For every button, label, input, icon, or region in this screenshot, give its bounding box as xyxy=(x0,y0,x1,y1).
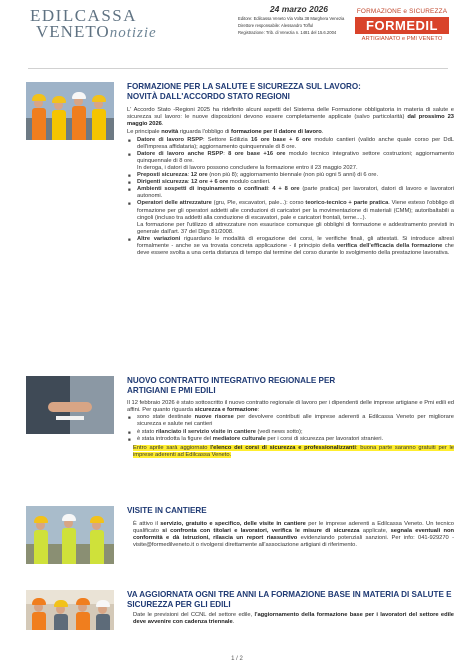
registration-line: Registrazione: Trib. di Venezia n. 1481 del 15.6.2004 xyxy=(238,30,337,35)
article-formazione-sicurezza xyxy=(26,82,456,364)
article-body xyxy=(127,506,454,549)
list-item: ■ Dirigenti sicurezza: 12 ore + 6 ore modulo cantieri. xyxy=(127,179,454,186)
header-divider xyxy=(28,68,448,69)
list-item: ■ Ambienti sospetti di inquinamento o confinati: 4 + 8 ore (parte pratica) per lavoratori, datori di lavoro e lavoratori autonomi. xyxy=(127,186,454,200)
partner-logo-text: FORMEDIL xyxy=(355,17,449,34)
update-paragraph: Date le previsioni del CCNL del settore edile, l'aggiornamento della formazione base per i lavoratori del settore edile deve avvenire con cadenza triennale. xyxy=(133,612,454,626)
training-requirements-list xyxy=(127,137,454,258)
list-item: ■ Altre variazioni riguardano le modalità di erogazione dei corsi, le verifiche finali, gli attestati. Si introduce altresì formalmente - anche se va trovata concreta applicazione - il principio della verifica dell'efficacia della formazione che deve essere svolta a una certa distanza di tempo dal termine del corso durante lo svolgimento della prestazione lavorativa. xyxy=(127,236,454,257)
newsletter-header xyxy=(0,0,474,72)
courses-highlight: Entro aprile sarà aggiornato l'elenco dei corsi di sicurezza e professionalizzanti: buona parte saranno gratuiti per le imprese aderenti ad Edilcassa Veneto. xyxy=(133,444,454,458)
article-body xyxy=(127,590,454,626)
brand-notizie: notizie xyxy=(109,25,157,41)
list-item: ■ Preposti sicurezza: 12 ore (non più 8); aggiornamento biennale (non più ogni 5 anni) di 6 ore. xyxy=(127,172,454,179)
training-class-photo xyxy=(26,590,114,630)
list-item: ■ Datore di lavoro RSPP: Settore Edilizia 16 ore base + 6 ore modulo cantieri (valido anche quale corso per DdL dell'impresa affidataria); aggiornamento quinquennale di 8 ore. xyxy=(127,137,454,151)
workers-photo xyxy=(26,82,114,140)
site-visit-paragraph: È attivo il servizio, gratuito e specifico, delle visite in cantiere per le imprese aderenti a Edilcassa Veneto. Un tecnico qualificato si confronta con titolari e lavoratori, verifica le misure di sicurezza applicate, segnala eventuali non conformità e dà istruzioni, rilascia un report riassuntivo evidenziando potenziali sanzioni. Per info: 041-929270 - visite@formedilveneto.it o rivolgersi direttamente all'associazione artigiani di riferimento. xyxy=(133,520,454,548)
brand-name-line2 xyxy=(30,24,157,41)
main-novelty: Le principale novità riguarda l'obbligo di formazione per il datore di lavoro. xyxy=(127,129,324,136)
list-item: ■ Operatori delle attrezzature (gru, Ple, escavatori, pale...): corso teorico-tecnico + parte pratica. Viene esteso l'obbligo di formazione per gli operatori addetti alle conduzioni di caricatori per la movimentazione di materiali (CMM); autoribaltabili a cingoli (incluso tra addetti alla conduzione di escavatori, pale e caricatori frontali, terne....). La formazione per l'utilizzo di attrezzature non esaurisce comunque gli obblighi di formazione e addestramento previsti in generale dall'art. 37 del Dlgs 81/2008. xyxy=(127,200,454,235)
partner-subtitle: ARTIGIANATO e PMI VENETO xyxy=(361,36,443,42)
list-item: ■ Datore di lavoro anche RSPP: 8 ore base +16 ore modulo tecnico integrativo settore costruzioni; aggiornamento quinquennale di 8 ore. In deroga, i datori di lavoro possono concludere la formazione entro il 23 maggio 2027. xyxy=(127,151,454,172)
masthead-meta xyxy=(238,6,344,36)
list-item: ■ sono state destinate nuove risorse per devolvere contributi alle imprese aderenti a Edilcassa Veneto per migliorare sicurezza e salute nei cantieri xyxy=(127,414,454,428)
partner-tagline: FORMAZIONE e SICUREZZA xyxy=(356,8,448,15)
director-line: Direttore responsabile: Alessandro Tofful xyxy=(238,23,314,28)
brand-name-line1: EDILCASSA xyxy=(30,6,138,25)
list-item: ■ è stato rilanciato il servizio visite in cantiere (vedi news sotto); xyxy=(127,429,454,436)
contract-measures-list xyxy=(127,414,454,442)
handshake-photo xyxy=(26,376,114,434)
intro-paragraph: L' Accordo Stato -Regioni 2025 ha ridefinito alcuni aspetti del Sistema delle Formazione obbligatoria in materia di salute e sicurezza sul lavoro: le nuove disposizioni devono essere completamente applicate (salvo particolarità) dal prossimo 23 maggio 2026. xyxy=(127,107,455,128)
page-number: 1 / 2 xyxy=(231,656,243,662)
issue-date: 24 marzo 2026 xyxy=(269,4,328,14)
editor-line: Editore: Edilcassa Veneto Via Volta 38 Marghera Venezia xyxy=(238,16,345,21)
article-contratto-integrativo xyxy=(26,376,456,496)
intro-paragraph: Il 12 febbraio 2026 è stato sottoscritto il nuovo contratto regionale di lavoro per i dipendenti delle imprese artigiane e Pmi edili ed affini. Per quanto riguarda sicurezza e formazione: xyxy=(127,400,454,414)
article-title: NUOVO CONTRATTO INTEGRATIVO REGIONALE PER ARTIGIANI E PMI EDILI xyxy=(127,376,336,395)
list-item: ■ è stata introdotta la figure del mediatore culturale per i corsi di sicurezza per lavoratori stranieri. xyxy=(127,436,454,443)
article-body xyxy=(127,82,454,257)
article-title: FORMAZIONE PER LA SALUTE E SICUREZZA SUL LAVORO: NOVITÀ DALL'ACCORDO STATO REGIONI xyxy=(127,82,361,101)
article-title: VA AGGIORNATA OGNI TRE ANNI LA FORMAZIONE BASE IN MATERIA DI SALUTE E SICUREZZA PER GLI EDILI xyxy=(127,590,452,609)
article-body xyxy=(127,376,454,459)
formedil-logo xyxy=(343,8,461,42)
edilcassa-logo xyxy=(30,8,157,41)
brand-name-veneto: VENETO xyxy=(36,22,110,41)
site-visit-photo xyxy=(26,506,114,564)
article-aggiornamento-formazione xyxy=(26,590,456,642)
article-title: VISITE IN CANTIERE xyxy=(127,506,207,515)
article-visite-cantiere xyxy=(26,506,456,578)
